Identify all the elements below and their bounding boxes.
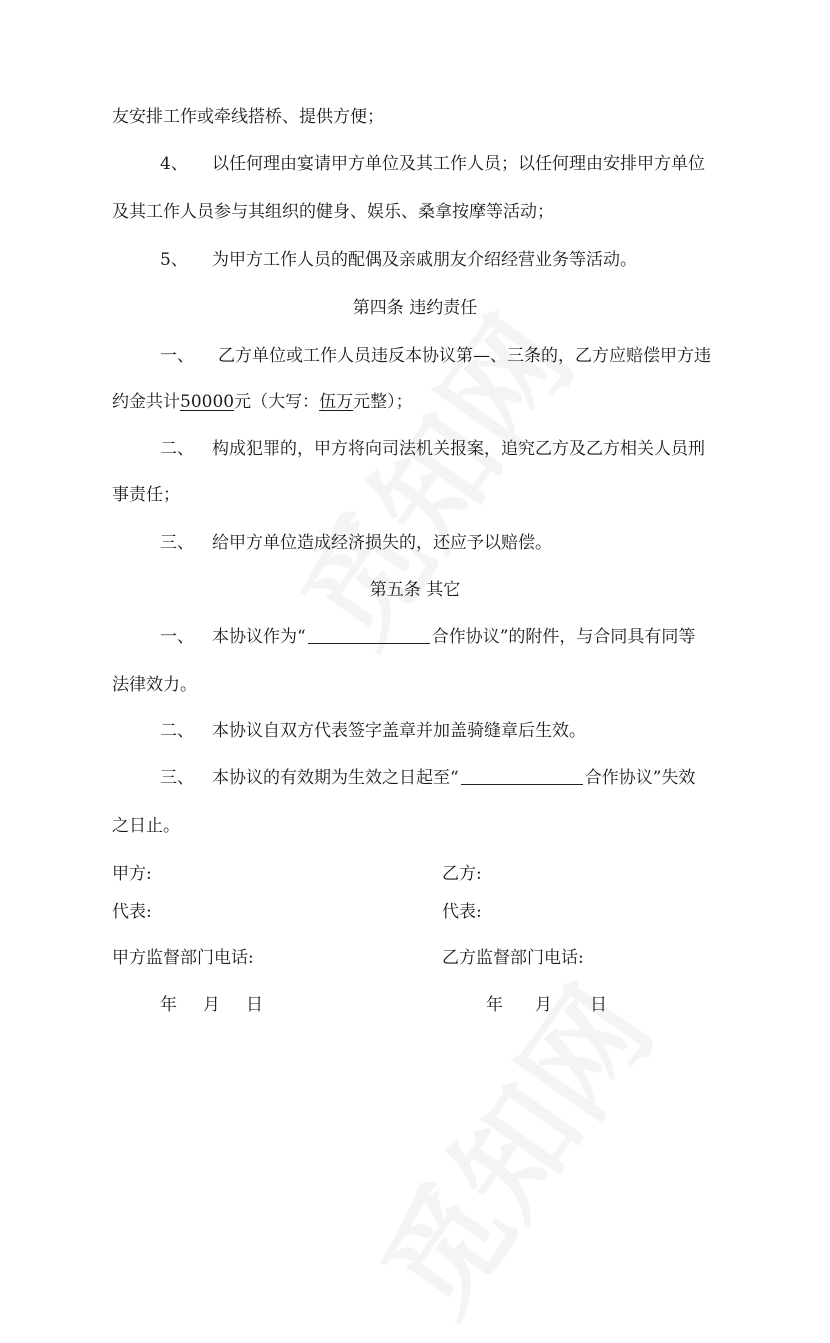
item-text: 以任何理由宴请甲方单位及其工作人员；以任何理由安排甲方单位 <box>212 154 705 174</box>
item-text: 合作协议”失效 <box>584 768 696 788</box>
year-label: 年 <box>160 995 177 1015</box>
date-a <box>160 993 263 1017</box>
item-number: 4、 <box>160 154 188 174</box>
supervision-phone-b-label: 乙方监督部门电话: <box>442 948 584 968</box>
item-text: 合作协议”的附件，与合同具有同等 <box>431 627 696 647</box>
article-heading: 第四条 违约责任 <box>352 298 478 318</box>
article-heading: 第五条 其它 <box>369 580 461 600</box>
item-text: 为甲方工作人员的配偶及亲戚朋友介绍经营业务等活动。 <box>212 250 637 270</box>
year-label: 年 <box>486 995 503 1015</box>
list-item <box>160 152 705 176</box>
representative-a-label: 代表: <box>112 902 152 922</box>
text-line: 事责任； <box>112 485 180 505</box>
item-text: 构成犯罪的，甲方将向司法机关报案，追究乙方及乙方相关人员刑 <box>212 439 705 459</box>
watermark-top <box>256 279 603 673</box>
item-number: 二、 <box>160 439 194 459</box>
text-line: 之日止。 <box>112 816 180 836</box>
list-item <box>160 531 552 555</box>
agreement-name-blank <box>461 768 583 785</box>
agreement-name-blank <box>308 627 430 644</box>
item-number: 5、 <box>160 250 188 270</box>
list-item <box>160 625 695 649</box>
list-item <box>160 344 711 368</box>
item-text: 给甲方单位造成经济损失的，还应予以赔偿。 <box>212 533 552 553</box>
amount-suffix: 元整）； <box>353 392 413 412</box>
party-b-label: 乙方: <box>442 864 482 884</box>
list-item <box>160 437 705 461</box>
item-number: 一、 <box>160 627 194 647</box>
item-number: 二、 <box>160 721 194 741</box>
list-item <box>160 248 637 272</box>
date-b <box>486 993 607 1017</box>
month-label: 月 <box>203 995 220 1015</box>
list-item <box>160 766 695 790</box>
list-item <box>160 719 586 743</box>
representative-b-label: 代表: <box>442 902 482 922</box>
day-label: 日 <box>590 995 607 1015</box>
item-number: 三、 <box>160 768 194 788</box>
amount-value: 50000 <box>180 392 235 412</box>
supervision-phone-a-label: 甲方监督部门电话: <box>112 948 254 968</box>
text-line: 法律效力。 <box>112 675 197 695</box>
item-text: 本协议自双方代表签字盖章并加盖骑缝章后生效。 <box>212 721 586 741</box>
text-line: 友安排工作或牵线搭桥、提供方便； <box>112 107 384 127</box>
day-label: 日 <box>246 995 263 1015</box>
amount-label: 约金共计 <box>112 392 180 412</box>
month-label: 月 <box>535 995 552 1015</box>
text-line <box>112 390 413 414</box>
item-number: 一、 <box>160 346 194 366</box>
amount-words: 伍万 <box>319 392 354 412</box>
item-text: 本协议作为“ <box>212 627 306 647</box>
text-line: 及其工作人员参与其组织的健身、娱乐、桑拿按摩等活动； <box>112 202 554 222</box>
item-text: 乙方单位或工作人员违反本协议第—、三条的，乙方应赔偿甲方违 <box>218 346 711 366</box>
amount-words-label: 元（大写： <box>234 392 320 412</box>
item-text: 本协议的有效期为生效之日起至“ <box>212 768 459 788</box>
item-number: 三、 <box>160 533 194 553</box>
party-a-label: 甲方: <box>112 864 152 884</box>
